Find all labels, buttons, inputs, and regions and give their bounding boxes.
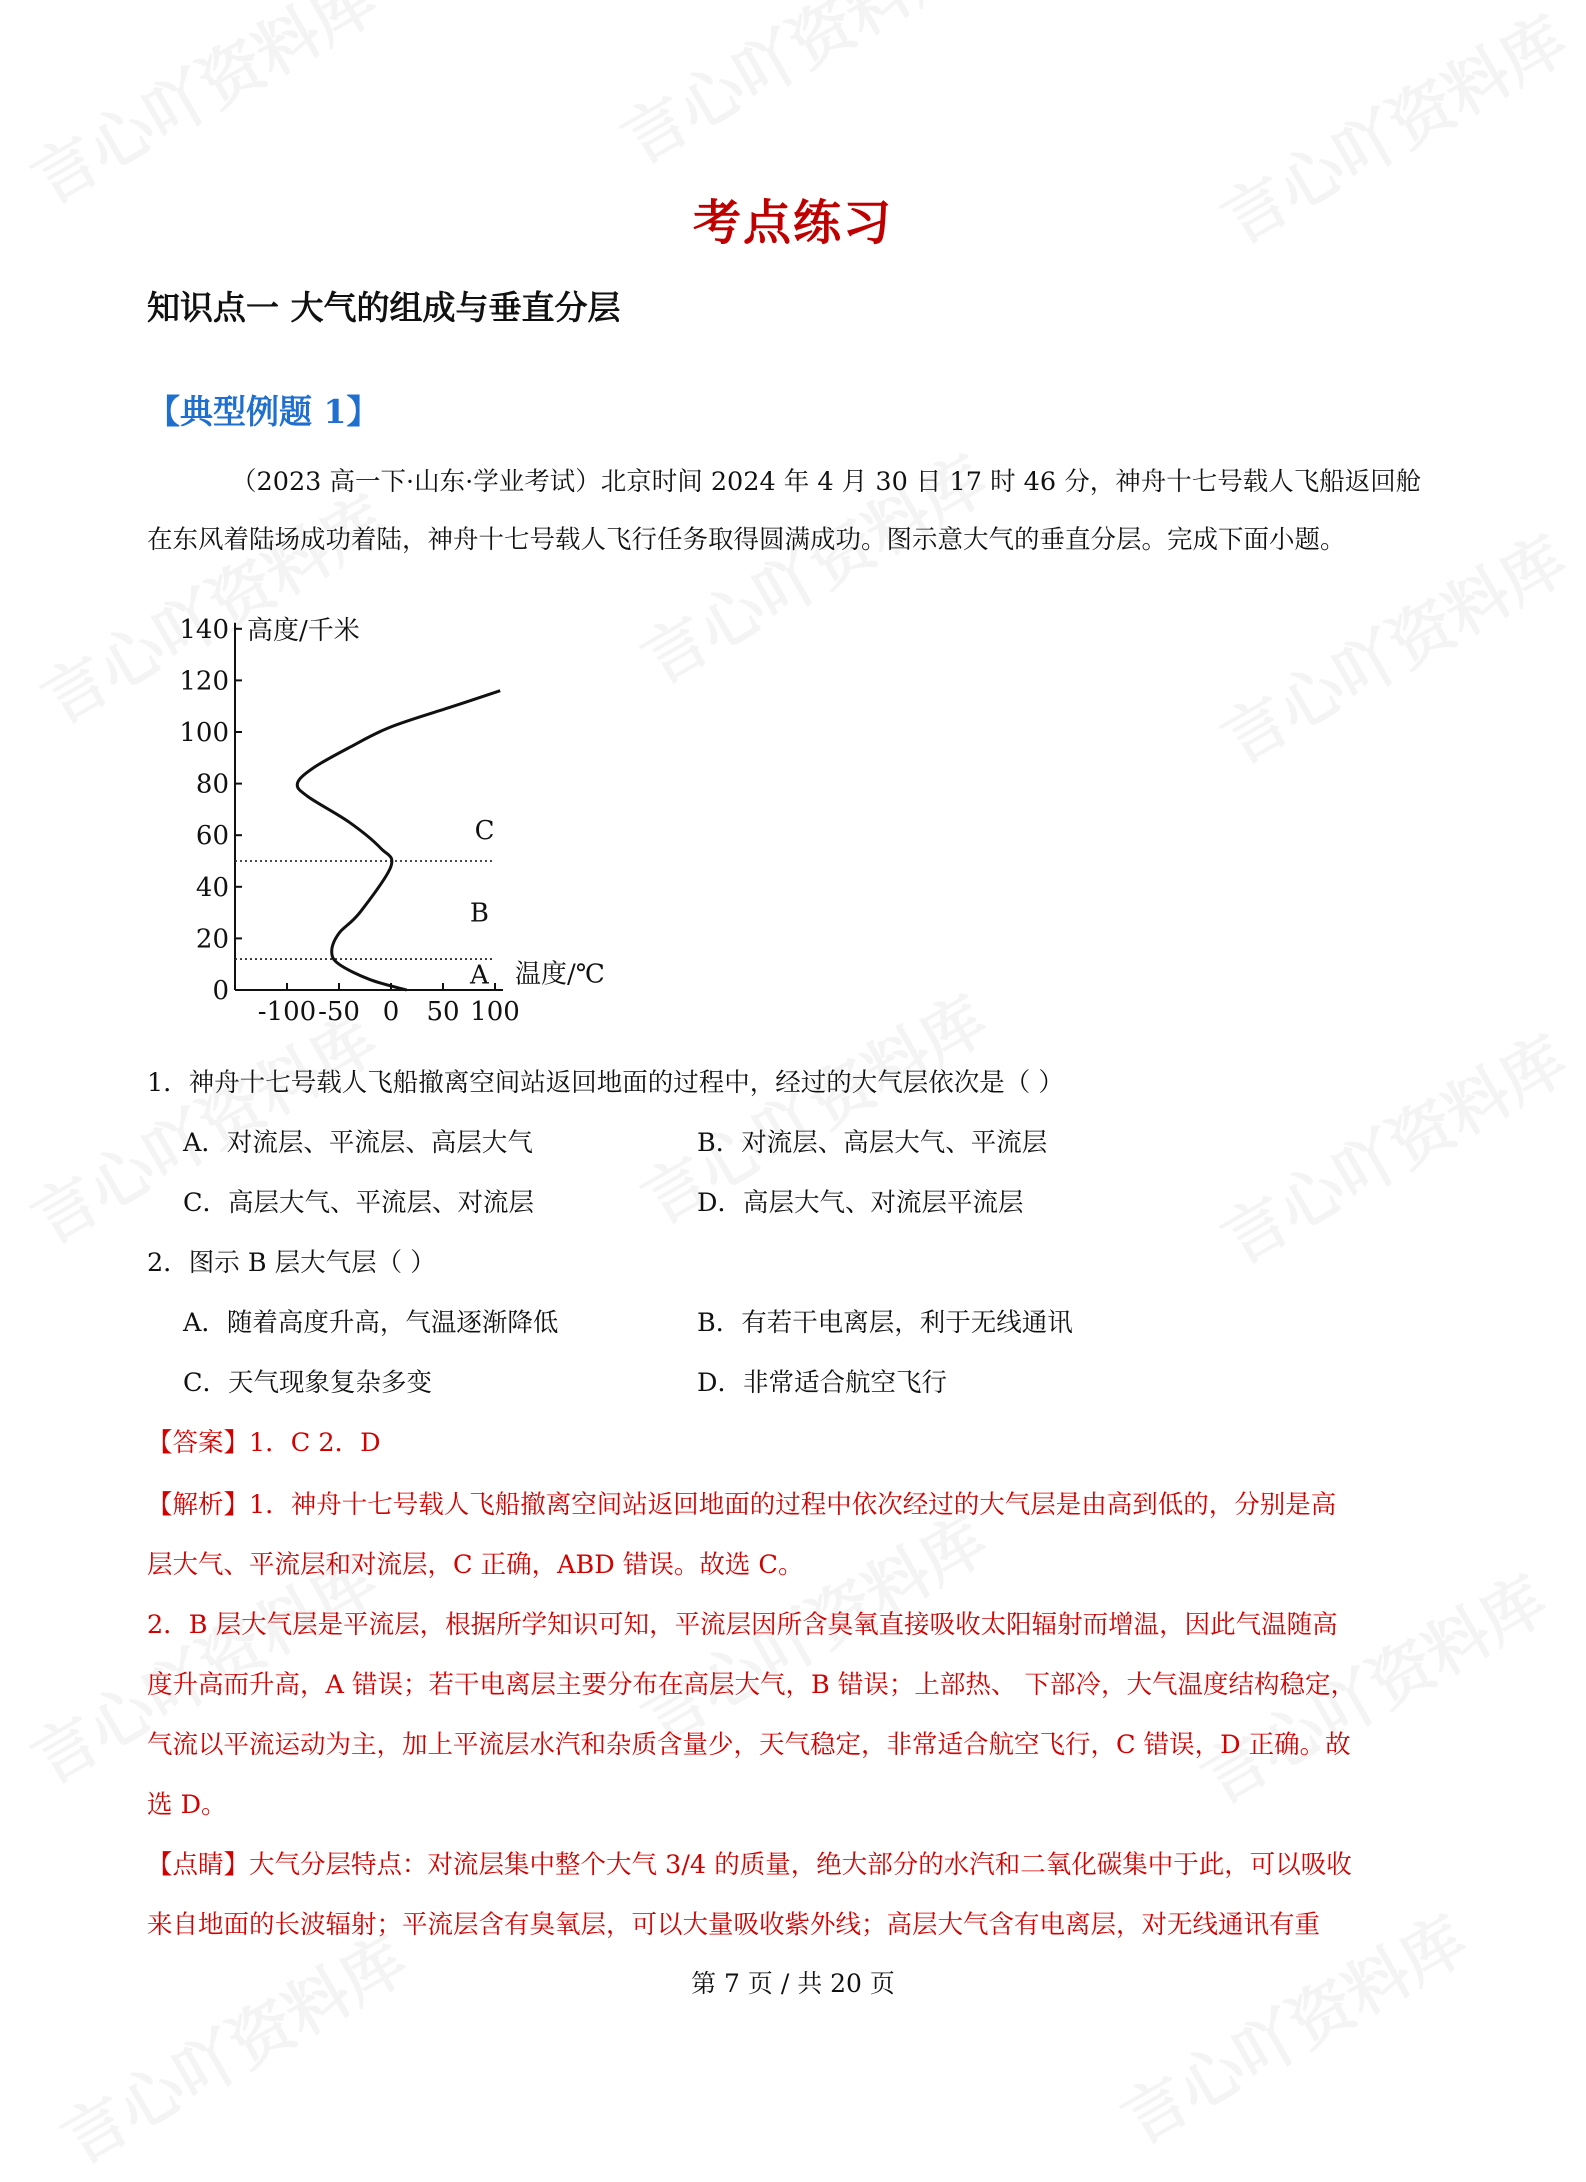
y-tick-label: 20	[195, 924, 229, 955]
watermark	[603, 0, 982, 182]
x-tick-label: 100	[470, 997, 520, 1025]
y-tick-label: 80	[195, 769, 229, 800]
q2-option-c: C．天气现象复杂多变	[183, 1368, 433, 1398]
chart-labels	[469, 816, 495, 990]
page-title: 考点练习	[692, 195, 893, 251]
q2-option-a: A．随着高度升高，气温逐渐降低	[183, 1308, 559, 1338]
q1-option-a: A．对流层、平流层、高层大气	[183, 1128, 533, 1158]
layer-label: C	[474, 816, 495, 847]
x-axis-label: 温度/℃	[515, 959, 605, 990]
chart-axes	[179, 615, 605, 1025]
y-tick-label: 120	[179, 666, 229, 697]
q1-option-b: B．对流层、高层大气、平流层	[697, 1128, 1048, 1158]
y-tick-label: 60	[195, 821, 229, 852]
y-tick-label: 100	[179, 718, 229, 748]
analysis-line: 选 D。	[147, 1790, 227, 1820]
layer-label: A	[470, 960, 489, 991]
x-tick-label: -100	[257, 997, 317, 1025]
section-heading: 知识点一 大气的组成与垂直分层	[147, 288, 621, 327]
q2-option-d: D．非常适合航空飞行	[697, 1368, 947, 1398]
q2-option-b: B．有若干电离层，利于无线通讯	[697, 1308, 1073, 1338]
y-tick-label: 0	[212, 976, 229, 1006]
intro-line-2: 在东风着陆场成功着陆，神舟十七号载人飞行任务取得圆满成功。图示意大气的垂直分层。完成下面小题。	[147, 525, 1346, 555]
layer-label: B	[469, 898, 489, 929]
atmosphere-layer-chart	[160, 605, 620, 1025]
answer-line: 【答案】1．C 2．D	[147, 1428, 381, 1458]
q1-option-c: C．高层大气、平流层、对流层	[183, 1188, 535, 1218]
y-tick-label: 40	[195, 872, 229, 903]
question-1-stem: 1．神舟十七号载人飞船撤离空间站返回地面的过程中，经过的大气层依次是（ ）	[147, 1068, 1064, 1098]
x-tick-label: 50	[426, 997, 460, 1025]
x-tick-label: -50	[318, 997, 360, 1025]
analysis-line: 【解析】1．神舟十七号载人飞船撤离空间站返回地面的过程中依次经过的大气层是由高到低的，分别是高	[147, 1490, 1337, 1520]
analysis-line: 【点睛】大气分层特点：对流层集中整个大气 3/4 的质量，绝大部分的水汽和二氧化碳集中于此，可以吸收	[147, 1850, 1352, 1880]
page-footer: 第 7 页 / 共 20 页	[691, 1969, 895, 1998]
y-axis-label: 高度/千米	[247, 615, 360, 646]
chart-boundaries	[235, 861, 495, 959]
analysis-line: 度升高而升高，A 错误；若干电离层主要分布在高层大气，B 错误；上部热、 下部冷，大气温度结构稳定，	[147, 1670, 1356, 1700]
temperature-curve	[297, 691, 500, 990]
chart-series	[297, 691, 500, 990]
analysis-line: 气流以平流运动为主，加上平流层水汽和杂质含量少，天气稳定，非常适合航空飞行，C 错误，D 正确。故	[147, 1730, 1351, 1760]
x-tick-label: 0	[382, 997, 400, 1025]
analysis-line: 来自地面的长波辐射；平流层含有臭氧层，可以大量吸收紫外线；高层大气含有电离层，对无线通讯有重	[147, 1910, 1321, 1940]
analysis-line: 层大气、平流层和对流层，C 正确，ABD 错误。故选 C。	[147, 1550, 804, 1580]
q1-option-d: D．高层大气、对流层平流层	[697, 1188, 1024, 1218]
analysis-line: 2．B 层大气层是平流层，根据所学知识可知，平流层因所含臭氧直接吸收太阳辐射而增温，因此气温随高	[147, 1610, 1338, 1640]
intro-line-1: （2023 高一下·山东·学业考试）北京时间 2024 年 4 月 30 日 17 时 46 分，神舟十七号载人飞船返回舱	[231, 467, 1422, 497]
y-tick-label: 140	[179, 614, 229, 645]
example-label: 【典型例题 1】	[147, 392, 380, 431]
question-2-stem: 2．图示 B 层大气层（ ）	[147, 1248, 436, 1278]
watermark	[1203, 1010, 1582, 1282]
